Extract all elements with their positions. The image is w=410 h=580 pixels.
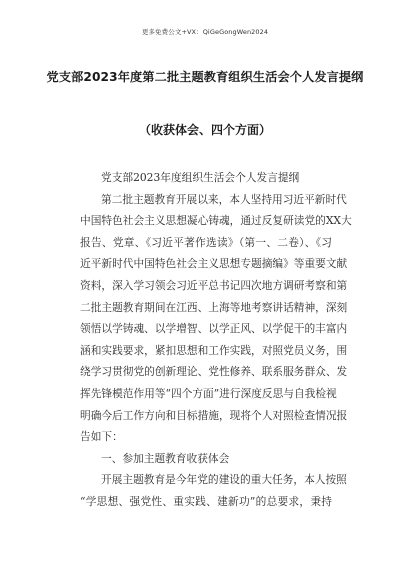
- body-line: 涵和实践要求，紧扣思想和工作实践，对照党员义务，围: [80, 343, 348, 357]
- header-note: 更多免费公文+VX：QiGeGongWen2024: [141, 28, 269, 36]
- body-line: 绕学习贯彻党的创新理论、党性修养、联系服务群众、发: [80, 365, 348, 379]
- body-line: 报告、党章、《习近平著作选读》（第一、二卷）、《习: [80, 235, 332, 249]
- document-subtitle: （收获体会、四个方面）: [138, 123, 271, 137]
- body-line: “学思想、强党性、重实践、建新功”的总要求，秉持: [80, 494, 332, 508]
- body-line: 资料，深入学习领会习近平总书记四次地方调研考察和第: [80, 278, 348, 292]
- body-line: 第二批主题教育开展以来，本人坚持用习近平新时代: [101, 192, 347, 206]
- body-line: 领悟以学铸魂、以学增智、以学正风、以学促干的丰富内: [80, 322, 348, 336]
- body-line: 明确今后工作方向和目标措施，现将个人对照检查情况报: [80, 408, 348, 422]
- body-line: 告如下：: [80, 430, 123, 444]
- body-line: 近平新时代中国特色社会主义思想专题摘编》等重要文献: [80, 257, 348, 271]
- body-line: 二批主题教育期间在江西、上海等地考察讲话精神，深刻: [80, 300, 348, 314]
- body-line: 中国特色社会主义思想凝心铸魂，通过反复研读党的XX大: [80, 214, 352, 228]
- document-body: [80, 167, 352, 513]
- body-line: 开展主题教育是今年党的建设的重大任务，本人按照: [101, 473, 347, 487]
- body-line: 挥先锋模范作用等“四个方面”进行深度反思与自我检视: [80, 386, 337, 400]
- body-line: 党支部2023年度组织生活会个人发言提纲: [101, 171, 300, 184]
- document-title: 党支部2023年度第二批主题教育组织生活会个人发言提纲: [46, 70, 364, 84]
- section-heading: 一、参加主题教育收获体会: [101, 451, 230, 465]
